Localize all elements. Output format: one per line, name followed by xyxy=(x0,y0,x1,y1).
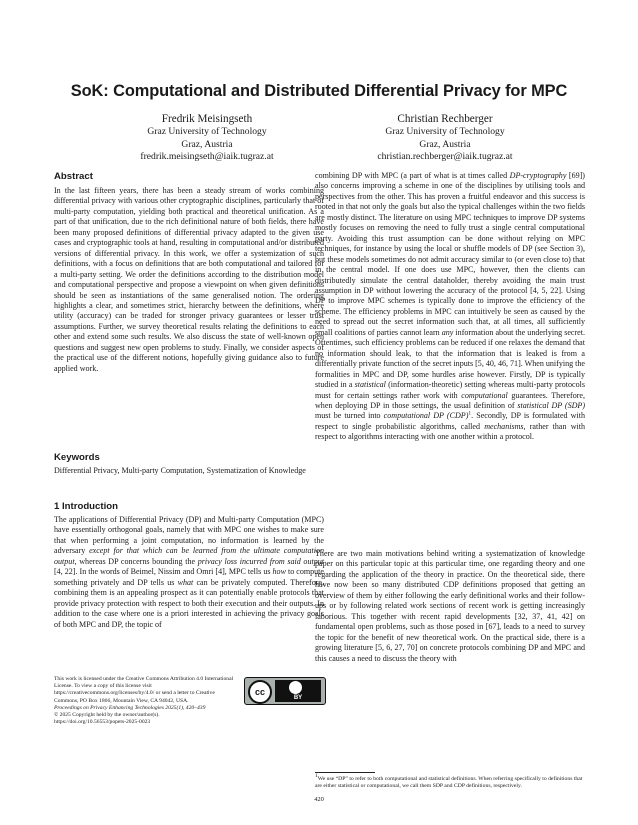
author-location: Graz, Austria xyxy=(181,138,233,150)
author-affiliation: Graz University of Technology xyxy=(147,126,267,137)
footnote-text: We use “DP” to refer to both computational and statistical definitions. When referring specifically to definitions that are either statistical or computational, we call them SDP and CDP definitions, respectively. xyxy=(315,776,583,790)
text-run: [4, 22]. In the words of Beimel, Nissim and Omri [4], MPC tells us xyxy=(54,567,273,577)
paper-title: SoK: Computational and Distributed Differential Privacy for MPC xyxy=(70,82,568,100)
cc-by-license-badge xyxy=(244,677,326,705)
emphasis: how xyxy=(272,567,286,577)
author-block-2 xyxy=(335,112,555,164)
intro-continued-paragraph xyxy=(315,171,585,443)
keywords-heading: Keywords xyxy=(54,452,100,463)
author-email: christian.rechberger@iaik.tugraz.at xyxy=(377,151,513,163)
emphasis: statistical DP (SDP) xyxy=(517,400,586,410)
emphasis: any xyxy=(441,327,454,337)
copyright: © 2025 Copyright held by the owner/author(s). xyxy=(54,712,160,719)
author-block-1 xyxy=(97,112,317,164)
footnote-marker: 1 xyxy=(468,410,472,417)
text-run: information about the underlying secret. Oftentimes, such efficiency problems can be reduced if one relaxes the demand that no information should leak, to that the information that is leaked is from a differentially private function of the secret inputs [5, 40, 46, 71]. When unifying the formalities in MPC and DP, some hurdles arise however. Firstly, DP is typically studied in a xyxy=(315,327,585,390)
text-run: can be privately computed. Therefore, combining them is an appealing prospect as it can potentially enable protocols that provide privacy protection with respect to both their execution and their outputs. In addition to the case where one is a priori interested in achieving the privacy goals of both MPC and DP, the topic of xyxy=(54,577,325,629)
text-run: The applications of Differential Privacy (DP) and Multi-party Computation (MPC) have essentially orthogonal goals, namely that with MPC one wishes to make sure that when performing a joint computation, no information is learned by the adversary xyxy=(54,515,324,556)
author-name: Christian Rechberger xyxy=(397,113,493,125)
introduction-paragraph xyxy=(54,515,324,630)
person-icon xyxy=(289,681,302,694)
author-location: Graz, Austria xyxy=(419,138,471,150)
abstract-heading: Abstract xyxy=(54,171,93,182)
text-run: , whereas DP concerns bounding the xyxy=(74,556,198,566)
cc-icon: cc xyxy=(248,680,272,704)
footnote xyxy=(315,773,585,790)
page-number: 420 xyxy=(314,796,324,803)
text-run: combining DP with MPC (a part of what is at times called xyxy=(315,171,510,180)
license-block xyxy=(54,676,324,726)
emphasis: DP-cryptography xyxy=(509,171,567,180)
emphasis: computational xyxy=(461,390,508,400)
emphasis: what xyxy=(177,577,194,587)
venue: Proceedings on Privacy Enhancing Technologies 2025(1), 420–439 xyxy=(54,704,206,711)
text-run: , rather than with respect to algorithms interacting with one another within a protocol. xyxy=(315,421,586,442)
emphasis: except for that which can be learned from the ultimate computation output xyxy=(54,546,324,566)
footnote-marker: 1 xyxy=(315,773,318,780)
motivation-paragraph: There are two main motivations behind writing a systematization of knowledge paper on this particular topic at this particular time, one regarding theory and one regarding the application of the theory in practice. On the theoretical side, there have now been so many distributed CDP definitions proposed that getting an overview of them by either following the early definitional works and their follow-ups or by following related work sections of recent work is getting increasingly laborious. This together with recent rapid developments [32, 37, 41, 42] on fundamental open problems, such as those posed in [67], leads to a need to survey the topic for the benefit of new theoretical work. On the practical side, there is a growing literature [5, 6, 27, 70] on concrete protocols combining DP and MPC and this causes a need to discuss the theory with xyxy=(315,549,585,663)
emphasis: statistical xyxy=(354,380,386,390)
keywords-text: Differential Privacy, Multi-party Computation, Systematization of Knowledge xyxy=(54,466,306,475)
text-run: to compute something privately and DP tells us xyxy=(54,567,324,587)
text-run: (information-theoretic) setting whereas multi-party protocols must for certain settings rather work with xyxy=(315,380,585,400)
text-run: . Secondly, DP is formulated with respect to single probabilistic algorithms, called xyxy=(315,411,585,431)
text-run: [69]) also concerns improving a scheme in one of the disciplines by utilising tools and perspectives from the other. This has proven a fruitful endeavor and this success is rooted in that not only the goals but also the typical challenges within the two fields are mostly distinct. The literature on using MPC techniques to improve DP systems mostly focuses on removing the need to fully trust a single central computational party. Avoiding this trust assumption can be done without relying on MPC techniques, for instance by using the local or shuffle models of DP (see Section 3), but these models sometimes do not admit accuracy similar to (or even close to) that in the central model. If one does use MPC, however, then the clients can distributedly simulate the central dataholder, thereby avoiding the main trust assumption in DP without lowering the accuracy of the protocol [4, 5, 22]. Using DP to improve MPC schemes is typically done to improve the efficiency of the scheme. The efficiency problems in MPC can intuitively be seen as caused by the need to spread out the secret information such that, at all times, all sufficiently small coalitions of parties cannot learn xyxy=(315,171,585,337)
emphasis: privacy loss incurred from said output xyxy=(197,556,324,566)
text-run: guarantees. Therefore, when deploying DP in those settings, the usual definition of xyxy=(315,390,585,410)
text-run: must be turned into xyxy=(315,411,384,421)
emphasis: mechanisms xyxy=(484,421,524,431)
author-email: fredrik.meisingseth@iaik.tugraz.at xyxy=(140,151,274,163)
license-text: This work is licensed under the Creative Commons Attribution 4.0 International License. To view a copy of this license visit https://creativecommons.org/licenses/by/4.0/ or send a letter to Creative Commons, PO Box 1866, Mountain View, CA 94042, USA. xyxy=(54,676,234,704)
emphasis: computational DP (CDP) xyxy=(383,411,469,421)
introduction-heading: 1 Introduction xyxy=(54,501,118,512)
doi: https://doi.org/10.56553/popets-2025-0023 xyxy=(54,719,151,726)
abstract-text: In the last fifteen years, there has been a steady stream of works combining differential privacy with various other cryptographic disciplines, particularly that of multi-party computation, yielding both practical and theoretical unification. As a part of that unification, due to the rich definitional nature of both fields, there have been many proposed definitions of differential privacy adapted to the given use cases and cryptographic tools at hand, resulting in computational and/or distributed versions of differential privacy. In this work, we offer a systemization of such definitions, with a focus on definitions that are both computational and tailored for a multi-party setting. We order the definitions according to the distribution model and computational perspective and propose a viewpoint on when given definitions should be seen as instantiations of the same generalised notion. The ordering highlights a clear, and sometimes strict, hierarchy between the definitions, where utility (accuracy) can be traded for stronger privacy guarantees or lesser trust assumptions. Further, we survey theoretical results relating the definitions to each other and extend some such results. We also discuss the state of well-known open questions and suggest new open problems to study. Finally, we consider aspects of the practical use of the different notions, hopefully giving guidance also to future applied work. xyxy=(54,186,324,373)
author-affiliation: Graz University of Technology xyxy=(385,126,505,137)
author-name: Fredrik Meisingseth xyxy=(161,113,253,125)
by-label: BY xyxy=(293,695,303,701)
footnote-rule xyxy=(315,772,375,773)
